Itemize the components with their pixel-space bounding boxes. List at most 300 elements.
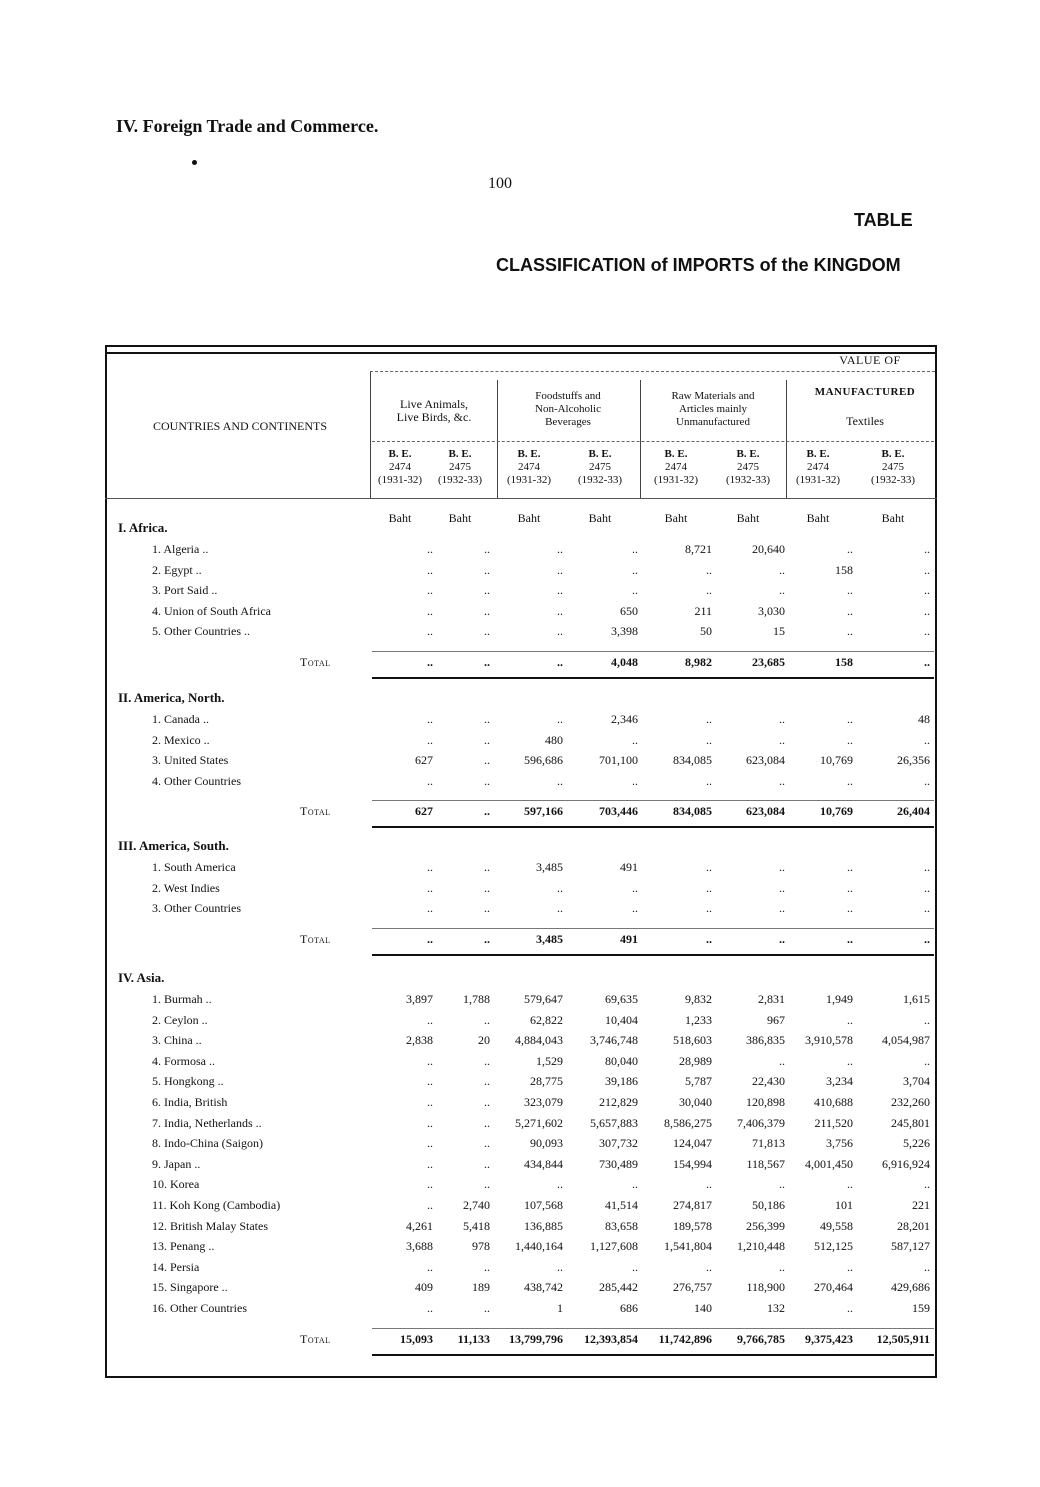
value-cell: 410,688 <box>814 1095 853 1109</box>
total-cell: .. <box>706 931 712 946</box>
value-cell: .. <box>924 542 930 556</box>
value-cell: 212,829 <box>599 1095 638 1109</box>
year-header <box>424 448 496 487</box>
value-cell: 1,788 <box>463 992 490 1006</box>
value-cell: .. <box>779 1177 785 1192</box>
value-cell: 140 <box>694 1301 712 1315</box>
value-cell: .. <box>847 712 853 726</box>
section-rule <box>372 954 934 956</box>
value-cell: .. <box>706 583 712 598</box>
value-cell: 274,817 <box>673 1198 712 1212</box>
total-cell: 23,685 <box>752 655 785 669</box>
value-cell: .. <box>427 1259 433 1274</box>
group-line: Unmanufactured <box>676 416 750 428</box>
value-cell: 3,746,748 <box>590 1033 638 1048</box>
total-cell: .. <box>924 655 930 669</box>
group-header: Textiles <box>846 414 884 428</box>
value-cell: .. <box>847 624 853 639</box>
section-heading: IV. Foreign Trade and Commerce. <box>116 116 379 136</box>
value-cell: 221 <box>912 1198 930 1212</box>
value-cell: .. <box>484 1301 490 1315</box>
value-cell: .. <box>632 773 638 788</box>
value-cell: 434,844 <box>524 1156 563 1171</box>
bullet-dot <box>192 160 197 165</box>
value-cell: 579,647 <box>524 992 563 1006</box>
table-title: CLASSIFICATION of IMPORTS of the KINGDOM <box>496 255 901 275</box>
value-cell: .. <box>632 1259 638 1274</box>
value-cell: 834,085 <box>673 753 712 768</box>
value-cell: 276,757 <box>673 1280 712 1295</box>
value-cell: 3,897 <box>406 992 433 1006</box>
value-cell: .. <box>632 732 638 747</box>
value-cell: .. <box>484 880 490 895</box>
total-label: Total <box>300 804 331 819</box>
value-cell: .. <box>484 624 490 639</box>
year-period: (1932-33) <box>438 474 482 486</box>
value-cell: .. <box>779 732 785 747</box>
total-label: Total <box>300 1331 331 1346</box>
value-cell: 270,464 <box>814 1280 853 1295</box>
country-label: 16. Other Countries <box>152 1301 247 1315</box>
value-cell: 4,001,450 <box>805 1156 853 1171</box>
total-label: Total <box>300 931 331 946</box>
country-label: 15. Singapore .. <box>152 1280 228 1295</box>
group-line: Live Animals, <box>400 397 468 411</box>
value-cell: .. <box>557 901 563 916</box>
value-cell: .. <box>557 773 563 788</box>
value-cell: 5,787 <box>685 1074 712 1089</box>
value-cell: .. <box>924 773 930 788</box>
value-cell: 386,835 <box>746 1033 785 1048</box>
value-cell: .. <box>427 860 433 874</box>
value-cell: 20,640 <box>752 542 785 556</box>
total-cell: .. <box>484 931 490 946</box>
value-cell: .. <box>847 860 853 874</box>
value-cell: 120,898 <box>746 1095 785 1109</box>
value-cell: 107,568 <box>524 1198 563 1212</box>
value-cell: .. <box>924 583 930 598</box>
year-era: B. E. <box>448 448 472 460</box>
total-cell: 491 <box>620 931 638 946</box>
header-dash <box>370 371 935 372</box>
year-period: (1931-32) <box>378 474 422 486</box>
value-cell: .. <box>557 880 563 895</box>
value-cell: .. <box>847 1177 853 1192</box>
value-cell: .. <box>632 542 638 556</box>
value-cell: .. <box>557 542 563 556</box>
value-cell: .. <box>484 732 490 747</box>
value-cell: 1,210,448 <box>737 1239 785 1254</box>
value-cell: 627 <box>415 753 433 768</box>
value-cell: 1,233 <box>685 1012 712 1027</box>
year-header <box>782 448 854 487</box>
value-cell: 256,399 <box>746 1218 785 1233</box>
value-cell: .. <box>779 1259 785 1274</box>
value-cell: .. <box>847 732 853 747</box>
total-cell: 3,485 <box>536 931 563 946</box>
group-header <box>372 398 496 424</box>
total-cell: 13,799,796 <box>509 1331 563 1346</box>
total-cell: 8,982 <box>685 655 712 669</box>
value-cell: .. <box>779 773 785 788</box>
year-number: 2475 <box>882 461 904 473</box>
country-label: 2. Mexico .. <box>152 732 210 747</box>
value-cell: .. <box>779 880 785 895</box>
value-cell: 686 <box>620 1301 638 1315</box>
value-cell: 429,686 <box>891 1280 930 1295</box>
value-cell: .. <box>847 1301 853 1315</box>
total-cell: .. <box>557 655 563 669</box>
value-cell: 3,910,578 <box>805 1033 853 1048</box>
value-cell: .. <box>924 624 930 639</box>
value-cell: 5,226 <box>903 1136 930 1151</box>
country-label: 10. Korea <box>152 1177 200 1192</box>
value-cell: .. <box>484 1156 490 1171</box>
countries-heading: COUNTRIES AND CONTINENTS <box>153 419 327 433</box>
value-cell: .. <box>847 1012 853 1027</box>
country-label: 11. Koh Kong (Cambodia) <box>152 1198 281 1212</box>
header-dash <box>372 441 934 442</box>
country-label: 3. Other Countries <box>152 901 241 916</box>
unit-label: Baht <box>517 511 541 525</box>
group-line: Beverages <box>545 416 591 428</box>
year-number: 2475 <box>589 461 611 473</box>
value-cell: 4,054,987 <box>882 1033 930 1048</box>
unit-label: Baht <box>448 511 472 525</box>
total-cell: 4,048 <box>611 655 638 669</box>
value-cell: .. <box>484 1053 490 1068</box>
value-cell: .. <box>632 901 638 916</box>
value-cell: .. <box>924 901 930 916</box>
value-cell: .. <box>427 773 433 788</box>
value-cell: .. <box>847 1053 853 1068</box>
value-cell: .. <box>779 712 785 726</box>
value-cell: 307,732 <box>599 1136 638 1151</box>
value-cell: 650 <box>620 603 638 618</box>
continent-title: II. America, North. <box>118 690 225 705</box>
value-cell: 39,186 <box>605 1074 638 1089</box>
country-label: 5. Hongkong .. <box>152 1074 224 1089</box>
total-cell: 26,404 <box>897 804 930 819</box>
value-cell: .. <box>847 603 853 618</box>
value-cell: 3,756 <box>826 1136 853 1151</box>
value-cell: 2,346 <box>611 712 638 726</box>
value-cell: 7,406,379 <box>737 1115 785 1130</box>
value-cell: .. <box>427 562 433 577</box>
value-cell: .. <box>427 624 433 639</box>
country-label: 3. United States <box>152 753 229 768</box>
value-cell: .. <box>427 1074 433 1089</box>
value-cell: .. <box>427 1115 433 1130</box>
value-cell: .. <box>632 562 638 577</box>
year-period: (1931-32) <box>507 474 551 486</box>
continent-title: III. America, South. <box>118 838 229 853</box>
value-cell: 6,916,924 <box>882 1156 930 1171</box>
group-header <box>641 390 785 429</box>
value-cell: .. <box>706 1259 712 1274</box>
total-cell: 703,446 <box>599 804 638 819</box>
year-era: B. E. <box>664 448 688 460</box>
year-period: (1932-33) <box>578 474 622 486</box>
value-cell: 409 <box>415 1280 433 1295</box>
year-header <box>640 448 712 487</box>
value-cell: 3,485 <box>536 860 563 874</box>
country-label: 6. India, British <box>152 1095 228 1109</box>
value-cell: .. <box>706 880 712 895</box>
value-cell: 211 <box>694 603 712 618</box>
value-cell: .. <box>632 1177 638 1192</box>
value-cell: 978 <box>472 1239 490 1254</box>
value-cell: .. <box>427 583 433 598</box>
value-cell: .. <box>427 1301 433 1315</box>
total-rule <box>372 928 934 929</box>
value-cell: 101 <box>835 1198 853 1212</box>
year-period: (1932-33) <box>726 474 770 486</box>
value-cell: 8,721 <box>685 542 712 556</box>
year-era: B. E. <box>588 448 612 460</box>
total-cell: 597,166 <box>524 804 563 819</box>
value-cell: 730,489 <box>599 1156 638 1171</box>
table-label: TABLE <box>854 210 913 230</box>
value-cell: 5,657,883 <box>590 1115 638 1130</box>
value-cell: .. <box>427 542 433 556</box>
group-line: Non-Alcoholic <box>535 403 601 415</box>
value-cell: 967 <box>767 1012 785 1027</box>
unit-label: Baht <box>806 511 830 525</box>
value-cell: .. <box>924 562 930 577</box>
value-cell: .. <box>484 1259 490 1274</box>
country-label: 4. Formosa .. <box>152 1053 215 1068</box>
value-cell: 480 <box>545 732 563 747</box>
value-cell: 9,832 <box>685 992 712 1006</box>
value-cell: 491 <box>620 860 638 874</box>
year-era: B. E. <box>806 448 830 460</box>
unit-label: Baht <box>664 511 688 525</box>
country-label: 3. Port Said .. <box>152 583 218 598</box>
year-header <box>564 448 636 487</box>
year-period: (1932-33) <box>871 474 915 486</box>
value-cell: .. <box>706 860 712 874</box>
year-number: 2475 <box>449 461 471 473</box>
value-cell: 124,047 <box>673 1136 712 1151</box>
value-cell: .. <box>924 1259 930 1274</box>
value-cell: .. <box>557 583 563 598</box>
country-label: 7. India, Netherlands .. <box>152 1115 262 1130</box>
total-cell: 12,393,854 <box>584 1331 638 1346</box>
country-label: 12. British Malay States <box>152 1218 268 1233</box>
value-cell: .. <box>779 860 785 874</box>
value-cell: 69,635 <box>605 992 638 1006</box>
total-cell: .. <box>484 655 490 669</box>
value-cell: 132 <box>767 1301 785 1315</box>
year-header <box>857 448 929 487</box>
group-line: Foodstuffs and <box>535 390 601 402</box>
value-cell: .. <box>427 1012 433 1027</box>
year-period: (1931-32) <box>654 474 698 486</box>
country-label: 1. Algeria .. <box>152 542 209 556</box>
value-cell: .. <box>779 901 785 916</box>
year-number: 2474 <box>807 461 829 473</box>
total-cell: .. <box>924 931 930 946</box>
value-cell: 3,398 <box>611 624 638 639</box>
manufactured-heading: MANUFACTURED <box>814 386 916 398</box>
value-cell: 3,030 <box>758 603 785 618</box>
unit-label: Baht <box>736 511 760 525</box>
value-cell: .. <box>706 732 712 747</box>
value-cell: .. <box>924 1177 930 1192</box>
value-cell: 28,775 <box>530 1074 563 1089</box>
value-cell: 159 <box>912 1301 930 1315</box>
total-cell: 11,133 <box>457 1331 490 1346</box>
value-cell: 1,440,164 <box>515 1239 563 1254</box>
value-cell: .. <box>484 1074 490 1089</box>
total-cell: 623,084 <box>746 804 785 819</box>
value-cell: 1,529 <box>536 1053 563 1068</box>
year-era: B. E. <box>517 448 541 460</box>
total-cell: 15,093 <box>400 1331 433 1346</box>
country-label: 13. Penang .. <box>152 1239 215 1254</box>
value-cell: .. <box>847 901 853 916</box>
value-cell: .. <box>557 562 563 577</box>
value-cell: 50 <box>700 624 712 639</box>
total-cell: 12,505,911 <box>876 1331 930 1346</box>
total-rule <box>372 1328 934 1329</box>
total-cell: 834,085 <box>673 804 712 819</box>
value-cell: .. <box>632 583 638 598</box>
value-cell: 245,801 <box>891 1115 930 1130</box>
total-cell: 9,375,423 <box>805 1331 853 1346</box>
year-number: 2475 <box>737 461 759 473</box>
value-cell: 5,418 <box>463 1218 490 1233</box>
country-label: 14. Persia <box>152 1259 200 1274</box>
total-rule <box>372 651 934 652</box>
total-cell: 9,766,785 <box>737 1331 785 1346</box>
unit-label: Baht <box>388 511 412 525</box>
value-cell: .. <box>484 1115 490 1130</box>
section-rule <box>372 826 934 828</box>
value-of-heading: VALUE OF <box>839 353 901 367</box>
total-cell: .. <box>779 931 785 946</box>
value-cell: 232,260 <box>891 1095 930 1109</box>
group-line: Raw Materials and <box>671 390 755 402</box>
value-cell: .. <box>484 583 490 598</box>
country-label: 4. Other Countries <box>152 773 241 788</box>
value-cell: 3,704 <box>903 1074 930 1089</box>
total-cell: .. <box>847 931 853 946</box>
value-cell: .. <box>632 880 638 895</box>
value-cell: .. <box>427 1198 433 1212</box>
page-number: 100 <box>488 175 512 192</box>
value-cell: 323,079 <box>524 1095 563 1109</box>
value-cell: 189,578 <box>673 1218 712 1233</box>
section-rule <box>372 1354 934 1356</box>
section-rule <box>372 677 934 679</box>
value-cell: .. <box>557 712 563 726</box>
year-number: 2474 <box>518 461 540 473</box>
value-cell: .. <box>847 583 853 598</box>
value-cell: 3,234 <box>826 1074 853 1089</box>
value-cell: 189 <box>472 1280 490 1295</box>
value-cell: .. <box>484 901 490 916</box>
value-cell: 83,658 <box>605 1218 638 1233</box>
country-label: 2. Egypt .. <box>152 562 202 577</box>
value-cell: .. <box>706 773 712 788</box>
value-cell: 5,271,602 <box>515 1115 563 1130</box>
value-cell: .. <box>484 562 490 577</box>
value-cell: 154,994 <box>673 1156 712 1171</box>
value-cell: .. <box>484 860 490 874</box>
value-cell: 1,127,608 <box>590 1239 638 1254</box>
value-cell: .. <box>484 542 490 556</box>
value-cell: .. <box>427 1053 433 1068</box>
value-cell: .. <box>779 562 785 577</box>
value-cell: 30,040 <box>679 1095 712 1109</box>
value-cell: 518,603 <box>673 1033 712 1048</box>
value-cell: .. <box>847 773 853 788</box>
value-cell: 71,813 <box>752 1136 785 1151</box>
value-cell: .. <box>484 753 490 768</box>
value-cell: 2,838 <box>406 1033 433 1048</box>
year-header <box>493 448 565 487</box>
value-cell: .. <box>706 901 712 916</box>
year-header <box>712 448 784 487</box>
value-cell: 438,742 <box>524 1280 563 1295</box>
value-cell: 26,356 <box>897 753 930 768</box>
continent-title: I. Africa. <box>118 520 168 535</box>
value-cell: 596,686 <box>524 753 563 768</box>
value-cell: 3,688 <box>406 1239 433 1254</box>
total-cell: .. <box>427 655 433 669</box>
country-label: 2. Ceylon .. <box>152 1012 208 1027</box>
value-cell: 118,567 <box>746 1156 785 1171</box>
value-cell: .. <box>427 603 433 618</box>
total-cell: 11,742,896 <box>658 1331 712 1346</box>
value-cell: .. <box>924 603 930 618</box>
year-era: B. E. <box>736 448 760 460</box>
year-era: B. E. <box>881 448 905 460</box>
value-cell: .. <box>779 583 785 598</box>
value-cell: .. <box>924 880 930 895</box>
year-period: (1931-32) <box>796 474 840 486</box>
country-label: 2. West Indies <box>152 880 220 895</box>
country-label: 8. Indo-China (Saigon) <box>152 1136 263 1151</box>
value-cell: 512,125 <box>814 1239 853 1254</box>
country-label: 1. Burmah .. <box>152 992 212 1006</box>
value-cell: .. <box>847 1259 853 1274</box>
year-number: 2474 <box>665 461 687 473</box>
value-cell: .. <box>847 880 853 895</box>
value-cell: 1,541,804 <box>664 1239 712 1254</box>
group-line: Articles mainly <box>678 403 748 415</box>
value-cell: 285,442 <box>599 1280 638 1295</box>
value-cell: .. <box>847 542 853 556</box>
country-label: 9. Japan .. <box>152 1156 201 1171</box>
value-cell: 4,261 <box>406 1218 433 1233</box>
value-cell: .. <box>706 1177 712 1192</box>
value-cell: 118,900 <box>746 1280 785 1295</box>
year-number: 2474 <box>389 461 411 473</box>
value-cell: 4,884,043 <box>515 1033 563 1048</box>
value-cell: 10,769 <box>820 753 853 768</box>
value-cell: 158 <box>835 562 853 577</box>
year-era: B. E. <box>388 448 412 460</box>
value-cell: 41,514 <box>605 1198 638 1212</box>
value-cell: .. <box>779 1053 785 1068</box>
value-cell: .. <box>427 1156 433 1171</box>
header-bottom-rule <box>105 498 937 499</box>
value-cell: .. <box>484 1095 490 1109</box>
country-label: 4. Union of South Africa <box>152 603 271 618</box>
